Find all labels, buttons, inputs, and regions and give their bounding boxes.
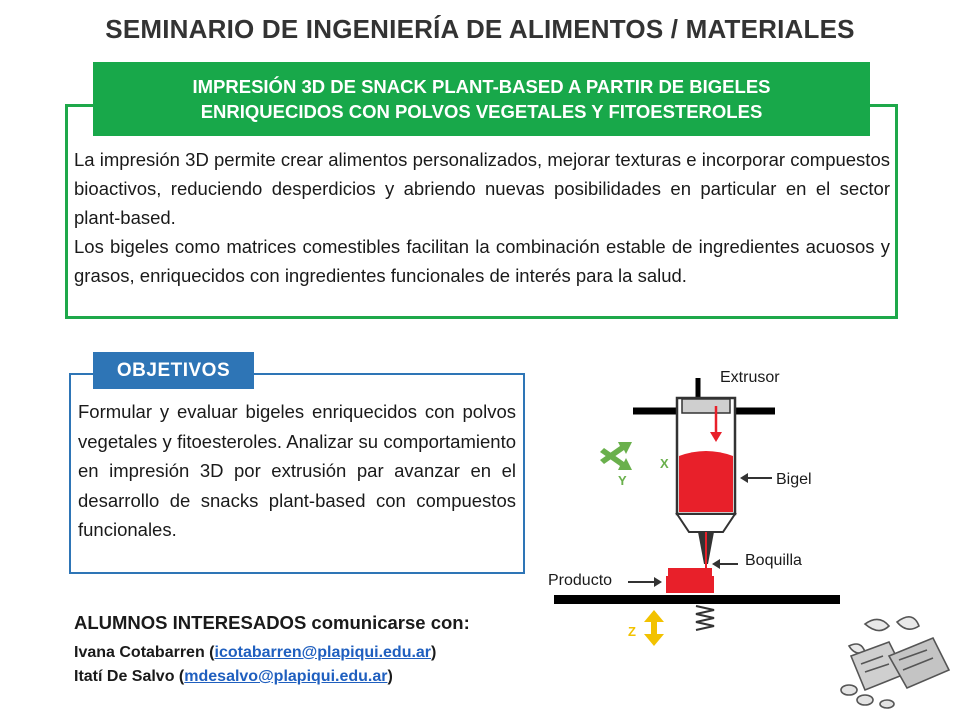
product-layer-1: [668, 568, 712, 576]
seed-icon: [841, 685, 857, 695]
product-layer-3: [666, 584, 714, 593]
seed-icon: [880, 700, 894, 708]
snack-illustration: [835, 612, 955, 712]
intro-paragraph-1: La impresión 3D permite crear alimentos personalizados, mejorar texturas e incorporar compuestos bioactivos, reduciendo desperdicios y abriendo nuevas posibilidades en particular en el sector plant-based.: [74, 149, 890, 228]
contact-line-2: Itatí De Salvo (mdesalvo@plapiqui.edu.ar): [74, 668, 393, 685]
label-boquilla: Boquilla: [745, 552, 802, 569]
label-producto: Producto: [548, 572, 613, 589]
producto-pointer-head: [654, 577, 662, 587]
axis-x-label: X: [660, 456, 669, 471]
intro-text: [74, 145, 890, 290]
page-title: SEMINARIO DE INGENIERÍA DE ALIMENTOS / MATERIALES: [105, 14, 855, 44]
product-layer-2: [666, 576, 714, 584]
label-bigel: Bigel: [776, 471, 812, 488]
contact-line-1: Ivana Cotabarren (icotabarren@plapiqui.edu.ar): [74, 644, 437, 661]
bigel-fill: [679, 451, 733, 512]
plunger: [682, 399, 730, 413]
objectives-heading: OBJETIVOS: [93, 352, 254, 389]
subtitle-banner: [93, 62, 870, 136]
syringe-shoulder: [677, 514, 735, 532]
contact-email-link-1[interactable]: icotabarren@plapiqui.edu.ar: [214, 644, 432, 661]
print-bed: [554, 595, 840, 604]
leaf-icon: [865, 619, 889, 630]
label-extrusor: Extrusor: [720, 369, 780, 386]
bed-spring: [696, 606, 714, 630]
contact-email-link-2[interactable]: mdesalvo@plapiqui.edu.ar: [184, 668, 388, 685]
contact-name-2: Itatí De Salvo: [74, 668, 175, 685]
extrusion-printer-diagram: [548, 338, 882, 656]
axis-z-label: Z: [628, 624, 636, 639]
seed-icon: [857, 695, 873, 705]
boquilla-pointer-head: [712, 559, 720, 569]
leaf-icon: [897, 617, 919, 629]
contact-name-1: Ivana Cotabarren: [74, 644, 205, 661]
bigel-pointer-head: [740, 473, 748, 483]
axis-y-label: Y: [618, 473, 627, 488]
intro-paragraph-2: Los bigeles como matrices comestibles facilitan la combinación estable de ingredientes acuosos y grasos, enriquecidos con ingredientes funcionales de interés para la salud.: [74, 236, 890, 286]
subtitle-line-2: ENRIQUECIDOS CON POLVOS VEGETALES Y FITOESTEROLES: [200, 101, 763, 122]
contact-heading: ALUMNOS INTERESADOS comunicarse con:: [74, 612, 470, 633]
objectives-text: Formular y evaluar bigeles enriquecidos con polvos vegetales y fitoesteroles. Analizar su comportamiento en impresión 3D por extrusión par avanzar en el desarrollo de snacks plant-based con compuestos funcionales.: [78, 401, 516, 540]
xy-axis-arrows: [600, 442, 632, 470]
subtitle-line-1: IMPRESIÓN 3D DE SNACK PLANT-BASED A PARTIR DE BIGELES: [192, 76, 771, 97]
z-axis-arrow: [644, 610, 664, 646]
